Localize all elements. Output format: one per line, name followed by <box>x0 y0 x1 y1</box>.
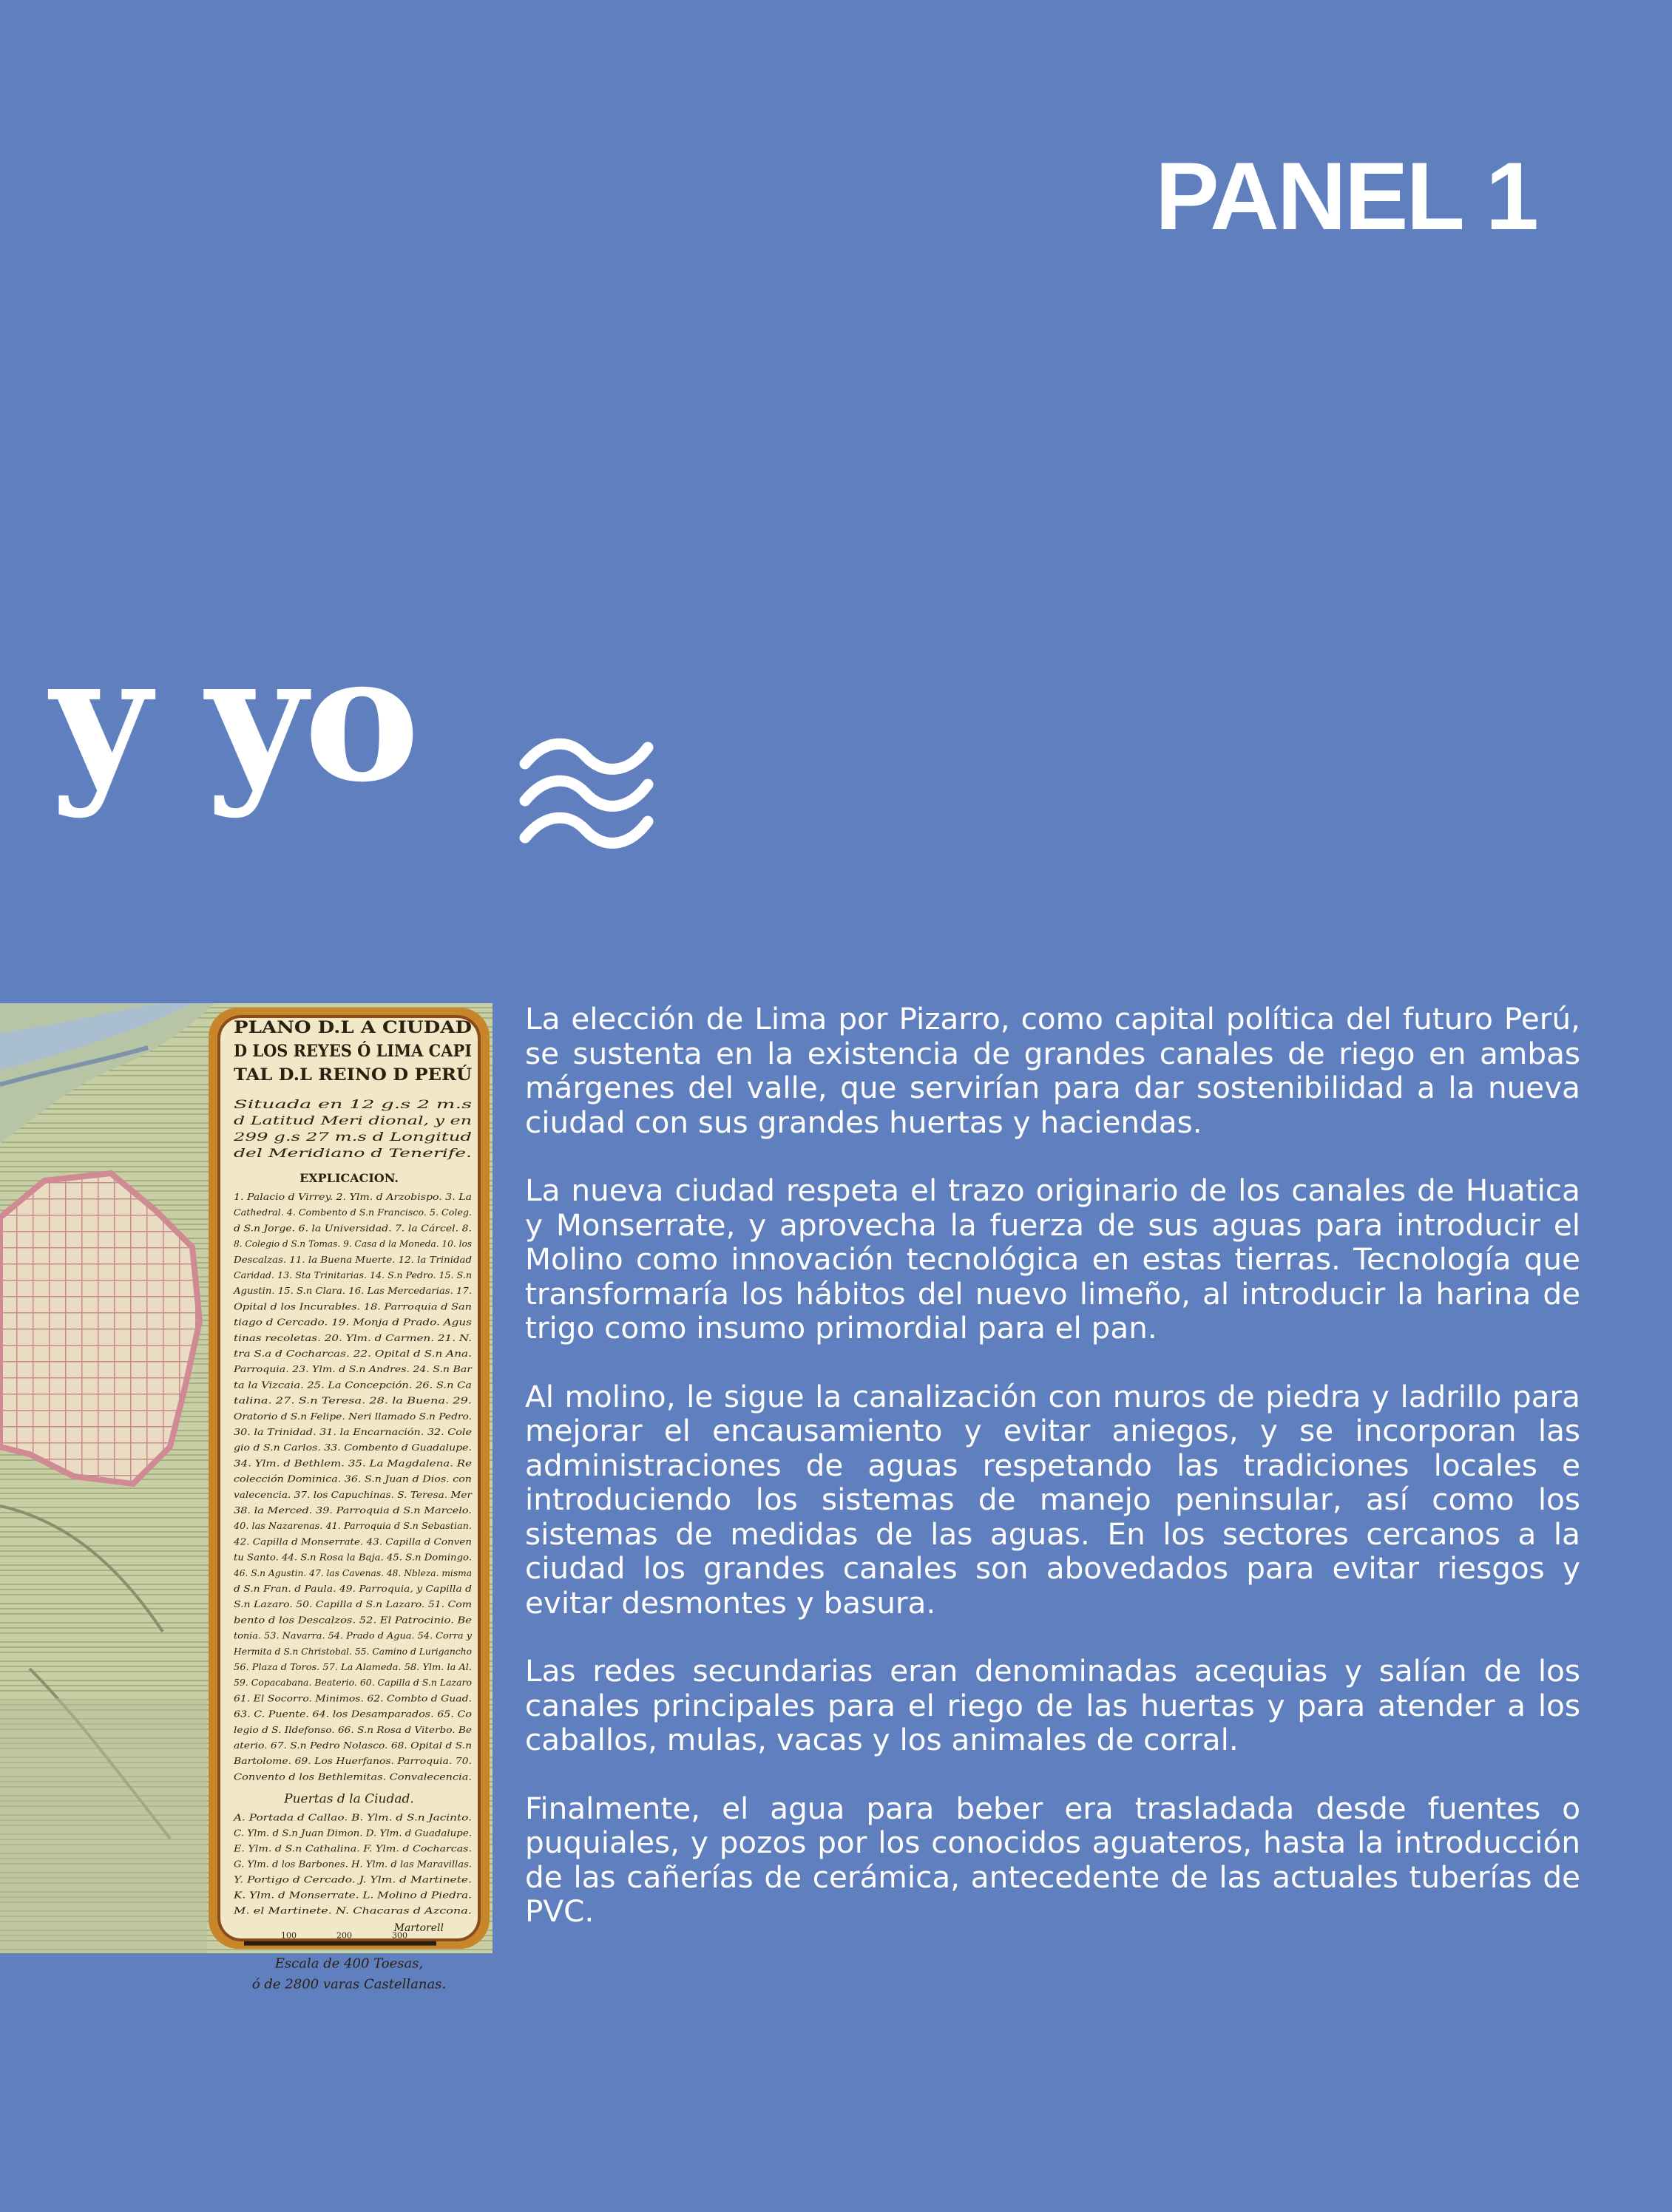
map-text-line: legio d S. Ildefonso. 66. S.n Rosa d Viterbo. Be <box>234 1724 472 1735</box>
map-text-line: 299 g.s 27 m.s d Longitud <box>232 1130 472 1144</box>
section-heading: y yo <box>50 617 417 821</box>
historical-map-image <box>0 1003 493 1992</box>
map-scale-bar <box>244 1941 436 1946</box>
map-text-line: 56. Plaza d Toros. 57. La Alameda. 58. Ylm. la Al. <box>234 1662 472 1672</box>
map-text-line: Y. Portigo d Cercado. J. Ylm. d Martinete. <box>234 1874 472 1885</box>
map-text-line: E. Ylm. d S.n Cathalina. F. Ylm. d Cocharcas. <box>232 1843 472 1854</box>
map-text-line: 30. la Trinidad. 31. la Encarnación. 32. Cole <box>234 1427 472 1437</box>
paragraph-4: Las redes secundarias eran denominadas acequias y salían de los canales principales para el riego de las huertas y para atender a los caballos, mulas, vacas y los animales de corral. <box>525 1653 1580 1757</box>
map-text-line: ta la Vizcaia. 25. La Concepción. 26. S.n Ca <box>234 1380 472 1391</box>
map-text-line: 8. Colegio d S.n Tomas. 9. Casa d la Moneda. 10. los <box>234 1238 472 1249</box>
map-text-line: Parroquia. 23. Ylm. d S.n Andres. 24. S.n Bar <box>232 1364 473 1375</box>
map-text-line: Convento d los Bethlemitas. Convalecencia. <box>234 1771 472 1782</box>
map-text-line: Puertas d la Ciudad. <box>284 1791 414 1807</box>
map-text-line: 42. Capilla d Monserrate. 43. Capilla d Conven <box>232 1536 472 1547</box>
map-text-line: talina. 27. S.n Teresa. 28. la Buena. 29. <box>234 1395 472 1406</box>
map-scale-tick: 200 <box>336 1930 352 1941</box>
paragraph-3: Al molino, le sigue la canalización con muros de piedra y ladrillo para mejorar el encausamiento y evitar aniegos, y se incorporan las administraciones de aguas respetando las tradiciones locales e introduciendo los sistemas de manejo peninsular, así como los sistemas de medidas de las aguas. En los sectores cercanos a la ciudad los grandes canales son abovedados para evitar riesgos y evitar desmontes y basura. <box>525 1378 1580 1621</box>
map-text-line: tu Santo. 44. S.n Rosa la Baja. 45. S.n Domingo. <box>234 1552 472 1563</box>
map-text-line: ó de 2800 varas Castellanas. <box>251 1976 447 1992</box>
map-text-line: tonia. 53. Navarra. 54. Prado d Agua. 54. Corra y <box>234 1630 473 1641</box>
map-text-line: bento d los Descalzos. 52. El Patrocinio. Be <box>234 1615 472 1626</box>
map-text-line: 1. Palacio d Virrey. 2. Ylm. d Arzobispo. 3. La <box>234 1192 472 1202</box>
map-illustration <box>0 1003 493 1992</box>
map-text-line: S.n Lazaro. 50. Capilla d S.n Lazaro. 51. Com <box>234 1599 472 1610</box>
map-text-line: 34. Ylm. d Bethlem. 35. La Magdalena. Re <box>234 1458 472 1469</box>
map-text-line: d S.n Fran. d Paula. 49. Parroquia, y Capilla d <box>234 1584 473 1594</box>
map-text-line: Oratorio d S.n Felipe. Neri llamado S.n Pedro. <box>234 1411 472 1422</box>
map-text-line: colección Dominica. 36. S.n Juan d Dios. con <box>234 1473 472 1485</box>
map-text-line: 61. El Socorro. Minimos. 62. Combto d Guad. <box>234 1693 472 1704</box>
map-scale-tick: 100 <box>281 1930 297 1941</box>
map-signature: Martorell <box>393 1922 444 1934</box>
map-text-line: Bartolome. 69. Los Huerfanos. Parroquia. 70. <box>232 1756 472 1767</box>
map-text-line: gio d S.n Carlos. 33. Combento d Guadalupe. <box>234 1442 472 1453</box>
map-text-line: aterio. 67. S.n Pedro Nolasco. 68. Opital d S.n <box>234 1740 472 1751</box>
map-text-line: C. Ylm. d S.n Juan Dimon. D. Ylm. d Guadalupe. <box>234 1828 472 1839</box>
map-text-line: Cathedral. 4. Combento d S.n Francisco. 5. Coleg. <box>234 1207 472 1218</box>
map-text-line: Agustin. 15. S.n Clara. 16. Las Mercedarias. 17. <box>232 1286 472 1297</box>
map-text-line: Descalzas. 11. la Buena Muerte. 12. la Trinidad <box>232 1254 473 1265</box>
map-text-line: M. el Martinete. N. Chacaras d Azcona. <box>232 1905 472 1916</box>
map-text-line: tiago d Cercado. 19. Monja d Prado. Agus <box>234 1317 472 1328</box>
body-text <box>525 1002 1580 1963</box>
map-text-line: EXPLICACION. <box>299 1171 399 1185</box>
paragraph-5: Finalmente, el agua para beber era trasladada desde fuentes o puquiales, y pozos por los conocidos aguateros, hasta la introducción de las cañerías de cerámica, antecedente de las actuales tuberías de PVC. <box>525 1790 1580 1929</box>
map-text-line: G. Ylm. d los Barbones. H. Ylm. d las Maravillas. <box>234 1859 472 1870</box>
map-text-line: d Latitud Meri dional, y en <box>234 1113 472 1127</box>
map-text-line: Situada en 12 g.s 2 m.s <box>234 1097 472 1111</box>
map-text-line: d S.n Jorge. 6. la Universidad. 7. la Cárcel. 8. <box>234 1223 472 1234</box>
water-waves-icon <box>518 728 654 854</box>
paragraph-2: La nueva ciudad respeta el trazo originario de los canales de Huatica y Monserrate, y aprovecha la fuerza de sus aguas para introducir el Molino como innovación tecnológica en estas tierras. Tecnología que transformaría los hábitos del nuevo limeño, al introducir la harina de trigo como insumo primordial para el pan. <box>525 1173 1580 1346</box>
map-text-line: D LOS REYES Ó LIMA CAPI <box>234 1042 485 1061</box>
map-text-line: 59. Copacabana. Beaterio. 60. Capilla d S.n Lazaro <box>234 1677 472 1689</box>
paragraph-1: La elección de Lima por Pizarro, como capital política del futuro Perú, se sustenta en la existencia de grandes canales de riego en ambas márgenes del valle, que servirían para dar sostenibilidad a la nueva ciudad con sus grandes huertas y haciendas. <box>525 1001 1580 1140</box>
map-text-line: Caridad. 13. Sta Trinitarias. 14. S.n Pedro. 15. S.n <box>234 1270 472 1280</box>
map-text-line: 63. C. Puente. 64. los Desamparados. 65. Co <box>234 1709 472 1720</box>
map-text-line: valecencia. 37. los Capuchinas. S. Teresa. Mer <box>234 1489 473 1500</box>
map-text-line: tinas recoletas. 20. Ylm. d Carmen. 21. N. <box>234 1332 472 1343</box>
map-text-line: PLANO D.L A CIUDAD <box>234 1018 472 1037</box>
map-text-line: tra S.a d Cocharcas. 22. Opital d S.n Ana. <box>234 1348 472 1359</box>
map-scale-tick: 300 <box>392 1930 407 1941</box>
map-text-line: K. Ylm. d Monserrate. L. Molino d Piedra. <box>232 1890 472 1901</box>
map-text-line: Hermita d S.n Christobal. 55. Camino d Lurigancho <box>232 1646 472 1657</box>
map-text-line: A. Portada d Callao. B. Ylm. d S.n Jacinto. <box>232 1812 472 1823</box>
map-text-line: 40. las Nazarenas. 41. Parroquia d S.n Sebastian. <box>232 1521 472 1532</box>
map-text-line: 38. la Merced. 39. Parroquia d S.n Marcelo. <box>234 1505 472 1516</box>
panel-label: PANEL 1 <box>1155 142 1537 250</box>
map-text-line: del Meridiano d Tenerife. <box>234 1146 472 1160</box>
map-text-line: TAL D.L REINO D PERÚ <box>234 1065 452 1085</box>
map-text-line: Opital d los Incurables. 18. Parroquia d San <box>234 1301 472 1312</box>
map-text-line: 46. S.n Agustin. 47. las Cavenas. 48. Nbleza. misma <box>232 1567 472 1578</box>
map-text-line: Escala de 400 Toesas, <box>274 1955 424 1972</box>
